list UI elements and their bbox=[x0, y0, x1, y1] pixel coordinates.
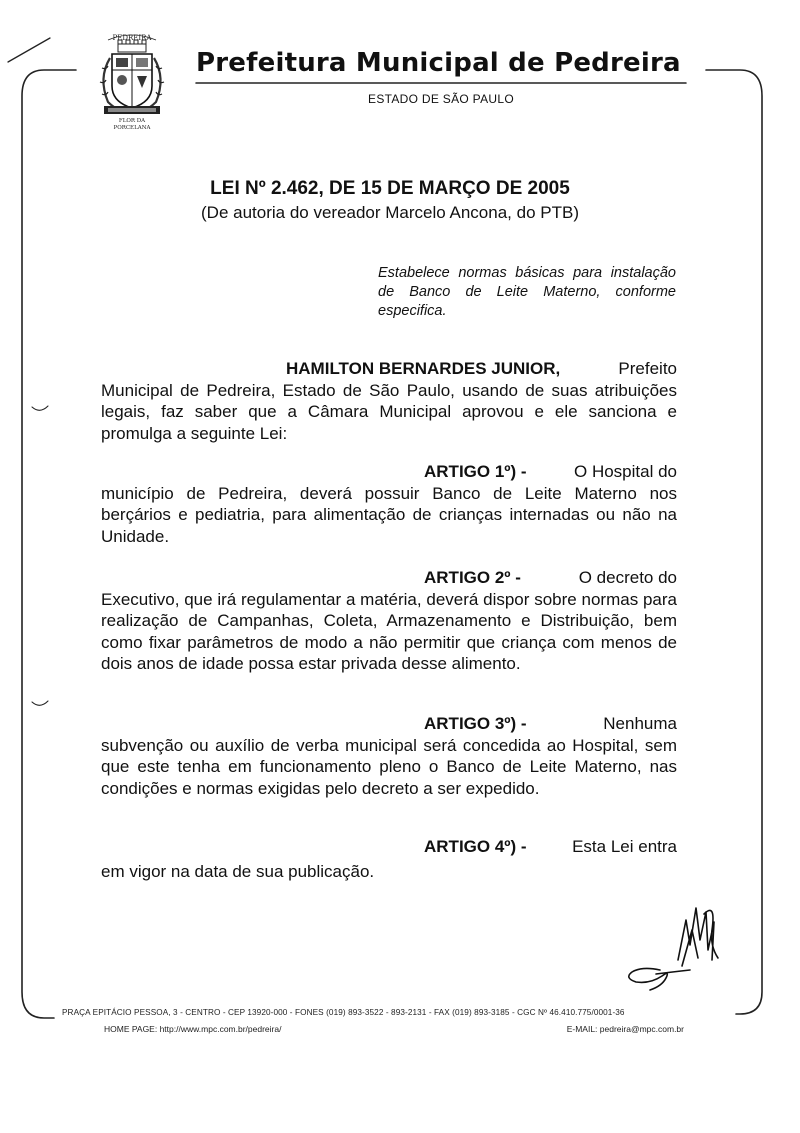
article-2 bbox=[101, 567, 677, 675]
footer-email-link[interactable]: E-MAIL: pedreira@mpc.com.br bbox=[566, 1024, 684, 1034]
svg-text:PEDREIRA: PEDREIRA bbox=[112, 34, 152, 42]
article-3 bbox=[101, 713, 677, 799]
article-4 bbox=[101, 836, 677, 882]
article-4-label: ARTIGO 4º) - bbox=[424, 837, 527, 856]
law-ementa: Estabelece normas básicas para instalação de Banco de Leite Materno, conforme especifica. bbox=[378, 265, 676, 319]
article-2-label: ARTIGO 2º - bbox=[424, 568, 521, 587]
article-3-lead: Nenhuma bbox=[603, 714, 677, 733]
state-name: ESTADO DE SÃO PAULO bbox=[368, 92, 514, 106]
article-2-lead: O decreto do bbox=[578, 568, 677, 587]
org-name: Prefeitura Municipal de Pedreira bbox=[196, 48, 681, 78]
municipal-crest-logo bbox=[90, 28, 174, 132]
preamble-text: Municipal de Pedreira, Estado de São Paulo, usando de suas atribuições legais, faz saber que a Câmara Municipal aprovou e ele sanciona e promulga a seguinte Lei: bbox=[101, 380, 677, 443]
signature-image bbox=[620, 900, 730, 995]
footer-contact bbox=[104, 1024, 684, 1034]
article-1-lead: O Hospital do bbox=[574, 462, 677, 481]
svg-text:FLOR DA: FLOR DA bbox=[118, 118, 146, 124]
preamble-paragraph bbox=[101, 358, 677, 444]
svg-text:PORCELANA: PORCELANA bbox=[113, 125, 151, 131]
mayor-name: HAMILTON BERNARDES JUNIOR, bbox=[286, 359, 561, 378]
article-4-lead: Esta Lei entra bbox=[572, 837, 677, 856]
article-1 bbox=[101, 461, 677, 547]
footer-address: PRAÇA EPITÁCIO PESSOA, 3 - CENTRO - CEP 13920-000 - FONES (019) 893-3522 - 893-2131 - FAX (019) 893-3185 - CGC Nº 46.410.775/0001-36 bbox=[62, 1008, 625, 1017]
law-authorship: (De autoria do vereador Marcelo Ancona, do PTB) bbox=[201, 203, 579, 222]
article-1-text: município de Pedreira, deverá possuir Banco de Leite Materno nos berçários e pediatria, para alimentação de crianças internadas ou não na Unidade. bbox=[101, 483, 677, 546]
article-4-text: em vigor na data de sua publicação. bbox=[101, 861, 375, 881]
article-3-text: subvenção ou auxílio de verba municipal será concedida ao Hospital, sem que este tenha em funcionamento pleno o Banco de Leite Materno, nas condições e normas exigidas pelo decreto a ser expedido. bbox=[101, 735, 677, 798]
article-2-text: Executivo, que irá regulamentar a matéria, deverá dispor sobre normas para realização de Campanhas, Coleta, Armazenamento e Distribuição, bem como fixar parâmetros de modo a não permitir que criança com menos de dois anos de idade possa estar privada desse alimento. bbox=[101, 589, 677, 673]
article-3-label: ARTIGO 3º) - bbox=[424, 714, 527, 733]
law-title: LEI Nº 2.462, DE 15 DE MARÇO DE 2005 bbox=[210, 178, 570, 199]
article-1-label: ARTIGO 1º) - bbox=[424, 462, 527, 481]
footer-homepage-link[interactable]: HOME PAGE: http://www.mpc.com.br/pedreira/ bbox=[104, 1024, 282, 1034]
preamble-first-word: Prefeito bbox=[618, 359, 677, 378]
